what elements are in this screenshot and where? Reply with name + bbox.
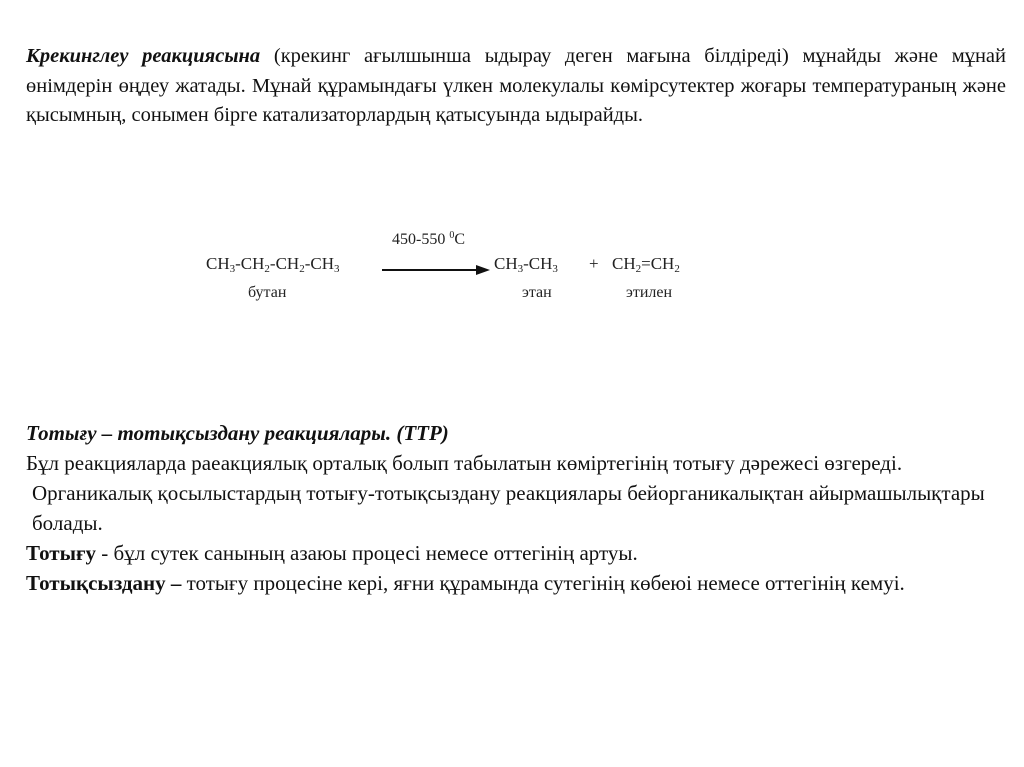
cracking-equation: [206, 226, 726, 316]
ethane-name: этан: [522, 284, 552, 301]
oxidation-definition: [26, 538, 1024, 568]
ethane-formula: $CH_3-CH_3$: [494, 254, 558, 275]
redox-section: [26, 418, 1024, 598]
redox-line-1: Бұл реакцияларда раеакциялық орталық болып табылатын көміртегінің тотығу дәрежесі өзгереді.: [26, 451, 903, 475]
oxidation-term: Тотығу: [26, 541, 97, 565]
redox-line-2: Органикалық қосылыстардың тотығу-тотықсыздану реакциялары бейорганикалықтан айырмашылықтары болады.: [32, 481, 985, 535]
butane-name: бутан: [248, 284, 287, 301]
ethylene-name: этилен: [626, 284, 673, 301]
ethylene-formula: $CH_2=CH_2$: [612, 254, 680, 275]
redox-heading: Тотығу – тотықсыздану реакциялары. (ТТР): [26, 421, 449, 445]
reaction-condition: 450-550 $^0$C: [392, 230, 465, 248]
cracking-description: (крекинг ағылшынша ыдырау деген мағына білдіреді) мұнайды және мұнай өнімдерін өңдеу жатады. Мұнай құрамындағы үлкен молекулалы көмірсутектер жоғары температураның және қысымның, сонымен бірге катализаторлардың қатысуында ыдырайды.: [26, 45, 1006, 126]
reduction-text: тотығу процесіне кері, яғни құрамында сутегінің көбеюі немесе оттегінің кемуі.: [181, 571, 905, 595]
reduction-definition: [26, 568, 1024, 598]
butane-formula: $CH_3-CH_2-CH_2-CH_3$: [206, 254, 340, 275]
oxidation-text: - бұл сутек санының азаюы процесі немесе оттегінің артуы.: [96, 541, 638, 565]
plus-sign: +: [589, 254, 599, 273]
cracking-paragraph: [26, 42, 1006, 131]
reduction-term: Тотықсыздану –: [26, 571, 182, 595]
cracking-term: Крекинглеу реакциясына: [26, 45, 261, 67]
reaction-arrow-icon: [382, 264, 490, 276]
